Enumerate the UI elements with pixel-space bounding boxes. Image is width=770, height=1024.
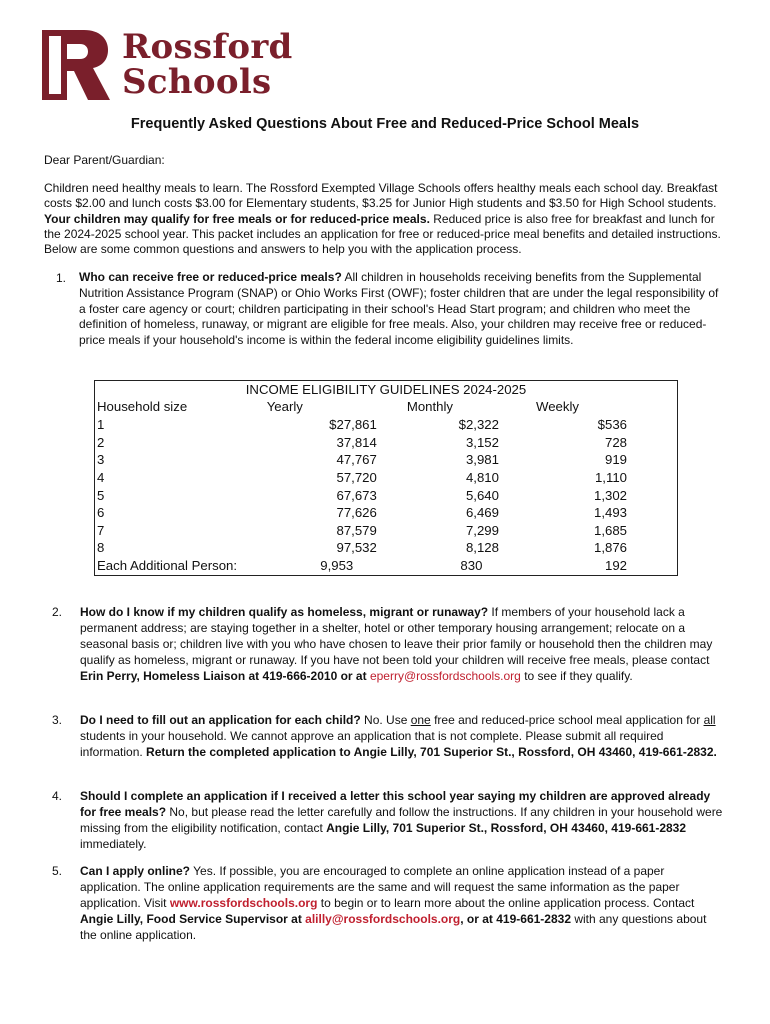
underlined-one: one <box>410 713 431 727</box>
faq-number: 5. <box>52 864 63 878</box>
table-row <box>95 557 678 575</box>
logo-wordmark <box>122 27 293 102</box>
intro-text-1: Children need healthy meals to learn. The Rossford Exempted Village Schools offers healthy meals each school day. Breakfast costs $2.00 and lunch costs $3.00 for Elementary students, $3.25 for Junior High students and $3.50 for High School students. <box>44 181 718 211</box>
monthly-cell: 8,128 <box>465 540 499 556</box>
table-row <box>95 469 678 487</box>
monthly-cell: 5,640 <box>465 487 499 503</box>
weekly-cell: 1,110 <box>594 469 627 485</box>
return-application-instructions: Return the completed application to Angie Lilly, 701 Superior St., Rossford, OH 43460, 419-661-2832. <box>146 745 717 759</box>
monthly-cell: $2,322 <box>458 417 499 433</box>
monthly-cell: 6,469 <box>465 505 499 521</box>
faq-answer-2: free and reduced-price school meal application for <box>430 713 704 727</box>
household-size-cell: 1 <box>97 417 105 433</box>
header-household-size: Household size <box>97 399 188 415</box>
table-caption: INCOME ELIGIBILITY GUIDELINES 2024-2025 <box>245 381 527 397</box>
faq-body <box>80 604 726 684</box>
yearly-cell: 9,953 <box>320 558 354 574</box>
household-size-cell: 3 <box>97 452 105 468</box>
household-size-cell: 7 <box>97 522 105 538</box>
faq-answer: All children in households receiving benefits from the Supplemental Nutrition Assistance Program (SNAP) or Ohio Works First (OWF); foster children that are under the legal responsibility of a foster care agency or court; children participating in their school's Head Start program; and children who meet the definition of homeless, runaway, or migrant are eligible for free meals. Also, your children may receive free or reduced-price meals if your household's income is within the federal income eligibility guidelines limits. <box>79 270 719 348</box>
table-row <box>95 416 678 434</box>
household-size-cell: 6 <box>97 505 105 521</box>
intro-paragraph <box>44 181 726 257</box>
yearly-cell: 67,673 <box>336 487 377 503</box>
faq-body <box>80 712 726 760</box>
food-service-contact: Angie Lilly, Food Service Supervisor at <box>80 912 306 926</box>
monthly-cell: 7,299 <box>465 522 499 538</box>
faq-answer: No, but please read the letter carefully and follow the instructions. If any children in your household were missing from the eligibility notification, contact <box>80 805 723 835</box>
intro-text-2: Reduced price is also free for breakfast and lunch for the 2024-2025 school year. This packet includes an application for free or reduced-price meal benefits and detailed instructions. Below are some common questions and answers to help you with the application process. <box>44 211 721 257</box>
faq-question: Do I need to fill out an application for each child? <box>80 713 361 727</box>
income-eligibility-table <box>94 380 678 576</box>
r-logo-icon <box>40 28 112 102</box>
table-row <box>95 540 678 558</box>
weekly-cell: 919 <box>604 452 627 468</box>
faq-answer: If members of your household lack a permanent address; are staying together in a shelter, hotel or other temporary housing arrangement; relocate on a seasonal basis or; children live with you who have chosen to leave their prior family or household then the children may qualify as homeless, migrant or runaway. If you have not been told your children will receive free meals, please contact <box>80 605 713 667</box>
household-size-cell: 5 <box>97 487 105 503</box>
table-row <box>95 487 678 505</box>
yearly-cell: 97,532 <box>336 540 377 556</box>
table-row <box>95 522 678 540</box>
homeless-liaison-contact: Erin Perry, Homeless Liaison at 419-666-2010 or at <box>80 669 367 683</box>
faq-number: 2. <box>52 605 63 619</box>
table-row <box>95 504 678 522</box>
table-header-row <box>95 399 678 417</box>
faq-number: 4. <box>52 789 63 803</box>
faq-body <box>80 788 726 852</box>
yearly-cell: 87,579 <box>336 522 377 538</box>
weekly-cell: $536 <box>597 417 627 433</box>
monthly-cell: 3,152 <box>465 434 499 450</box>
monthly-cell: 830 <box>460 558 483 574</box>
monthly-cell: 4,810 <box>465 469 499 485</box>
underlined-all: all <box>703 713 716 727</box>
table-caption-row <box>95 381 678 399</box>
faq-question: Can I apply online? <box>80 864 191 878</box>
food-service-phone: , or at 419-661-2832 <box>460 912 571 926</box>
header-weekly: Weekly <box>535 399 579 415</box>
weekly-cell: 1,685 <box>593 522 627 538</box>
logo-line-schools: Schools <box>122 62 272 102</box>
page-title: Frequently Asked Questions About Free and Reduced-Price School Meals <box>130 116 640 132</box>
faq-question: How do I know if my children qualify as homeless, migrant or runaway? <box>80 605 489 619</box>
household-size-cell: 4 <box>97 469 105 485</box>
faq-answer-2: to begin or to learn more about the online application process. Contact <box>317 896 695 910</box>
faq-number: 1. <box>56 271 67 285</box>
rossford-website-link[interactable]: www.rossfordschools.org <box>169 896 318 910</box>
header-monthly: Monthly <box>406 399 454 415</box>
yearly-cell: 77,626 <box>336 505 377 521</box>
greeting: Dear Parent/Guardian: <box>44 153 165 167</box>
weekly-cell: 1,493 <box>593 505 627 521</box>
header-yearly: Yearly <box>266 399 303 415</box>
faq-answer-1: No. Use <box>360 713 411 727</box>
yearly-cell: 47,767 <box>336 452 377 468</box>
faq-answer-tail: immediately. <box>80 837 147 851</box>
weekly-cell: 192 <box>604 558 627 574</box>
alilly-email-link[interactable]: alilly@rossfordschools.org <box>305 912 461 926</box>
faq-body <box>79 270 727 349</box>
faq-answer-3: students in your household. We cannot approve an application that is not complete. Please submit all required information. <box>80 729 664 759</box>
household-size-cell: 2 <box>97 434 105 450</box>
faq-answer-tail: with any questions about the online application. <box>80 912 707 942</box>
faq-answer-tail: to see if they qualify. <box>520 669 633 683</box>
weekly-cell: 1,876 <box>593 540 627 556</box>
yearly-cell: $27,861 <box>329 417 377 433</box>
eperry-email-link[interactable]: eperry@rossfordschools.org <box>369 669 521 683</box>
faq-body <box>80 863 726 943</box>
logo-line-rossford: Rossford <box>122 27 293 67</box>
angie-lilly-contact: Angie Lilly, 701 Superior St., Rossford, OH 43460, 419-661-2832 <box>326 821 687 835</box>
yearly-cell: 57,720 <box>336 469 377 485</box>
weekly-cell: 728 <box>604 434 627 450</box>
household-size-cell: 8 <box>97 540 105 556</box>
monthly-cell: 3,981 <box>465 452 499 468</box>
faq-answer-1: Yes. If possible, you are encouraged to complete an online application instead of a paper application. The online application requirements are the same and will request the same information as the paper application. Visit <box>80 864 680 910</box>
intro-bold: Your children may qualify for free meals or for reduced-price meals. <box>44 211 430 226</box>
table-row <box>95 452 678 470</box>
yearly-cell: 37,814 <box>336 434 377 450</box>
faq-question: Who can receive free or reduced-price meals? <box>79 270 342 284</box>
faq-number: 3. <box>52 713 63 727</box>
household-size-cell: Each Additional Person: <box>97 558 238 574</box>
faq-question: Should I complete an application if I received a letter this school year saying my children are approved already for free meals? <box>80 789 711 819</box>
table-row <box>95 434 678 452</box>
weekly-cell: 1,302 <box>593 487 627 503</box>
